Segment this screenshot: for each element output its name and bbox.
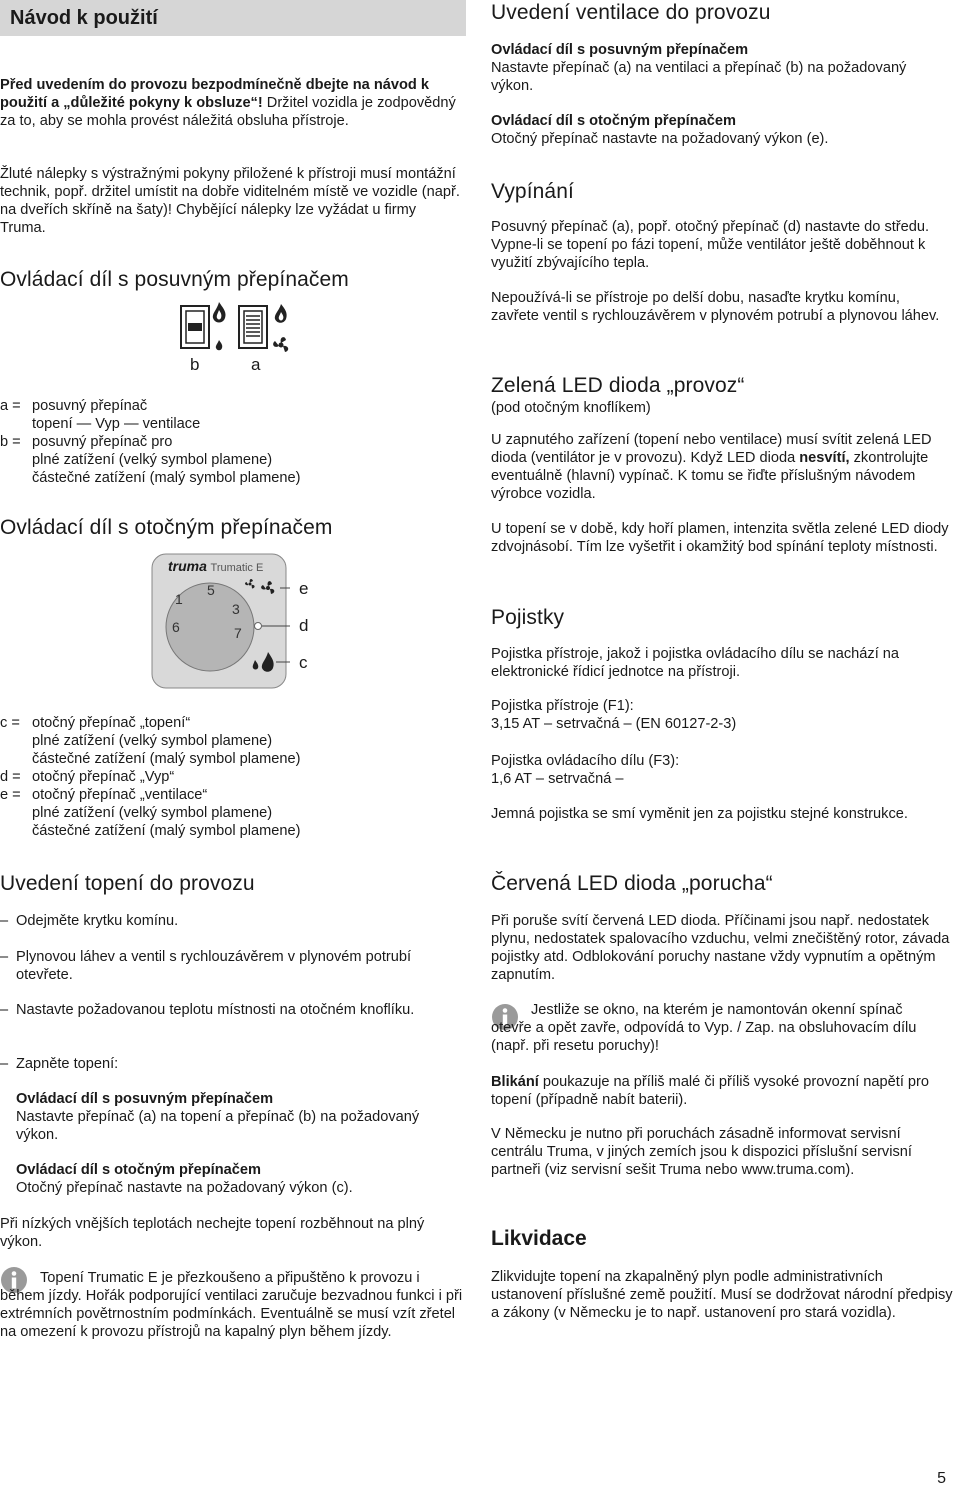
service-paragraph: V Německu je nutno při poruchách zásadně informovat servisní centrálu Truma, v jiných zemích jsou k dispozici příslušní servisní partneři (viz servisní sešit Truma nebo www.truma.com). — [491, 1126, 912, 1178]
green-led-text-2: zkontrolujte eventuálně (hlavní) vypínač. K tomu se řiďte příslušným návodem výrobce vozidla. — [491, 450, 929, 502]
dash-bullet: – — [0, 1002, 9, 1018]
list-item — [0, 912, 450, 930]
model-name: Trumatic E — [210, 562, 264, 574]
list-item — [0, 1001, 450, 1019]
slider-a-figure — [239, 304, 288, 352]
disposal-paragraph: Zlikvidujte topení na zkapalněný plyn podle administrativních ustanovení příslušné země použití. Musí se dodržovat národní předpisy a zákony (v Německu je to např. ustanovení pro stará vozidla). — [491, 1269, 953, 1321]
green-led-flame-paragraph: U topení se v době, kdy hoří plamen, intenzita světla zelené LED diody zdvojnásobí. Tím lze vyšetřit i okamžitý bod spínání teploty místnosti. — [491, 521, 949, 555]
fuse-f1-label: Pojistka přístroje (F1): — [491, 698, 634, 714]
fuse-f3-label: Pojistka ovládacího dílu (F3): — [491, 753, 680, 769]
definition-line: částečné zatížení (malý symbol plamene) — [32, 823, 301, 839]
label-a: a — [251, 355, 261, 374]
definition-a — [0, 397, 440, 433]
vent-start-heading: Uvedení ventilace do provozu — [491, 1, 771, 24]
brand-logo: truma — [168, 558, 207, 574]
green-led-paragraph — [491, 431, 953, 503]
intro-paragraph — [0, 76, 468, 130]
fuses-paragraph: Pojistka přístroje, jakož i pojistka ovládacího dílu se nachází na elektronické řídicí jednotce na přístroji. — [491, 646, 900, 680]
definition-line: částečné zatížení (malý symbol plamene) — [32, 470, 301, 486]
rotary-subheading: Ovládací díl s otočným přepínačem — [491, 113, 736, 129]
rotary-instruction: Otočný přepínač nastavte na požadovaný výkon (c). — [16, 1180, 353, 1196]
fuse-f3 — [491, 752, 951, 788]
rotary-brand-plate — [168, 559, 268, 575]
definition-line: plné zatížení (velký symbol plamene) — [32, 805, 273, 821]
heating-slider-instructions — [16, 1090, 456, 1144]
slider-instruction: Nastavte přepínač (a) na ventilaci a přepínač (b) na požadovaný výkon. — [491, 60, 907, 94]
dash-bullet: – — [0, 949, 9, 965]
vent-slider-instructions — [491, 41, 946, 95]
blinking-bold: Blikání — [491, 1074, 539, 1090]
intro-rest: Držitel vozidla je zodpovědný za to, aby se mohla provést náležitá obsluha přístroje. — [0, 95, 456, 129]
definition-line: plné zatížení (velký symbol plamene) — [32, 452, 273, 468]
list-item — [0, 948, 450, 984]
definition-key: c = — [0, 715, 20, 731]
slider-b-figure — [181, 302, 226, 350]
vent-rotary-instructions — [491, 112, 946, 148]
dial-number: 3 — [232, 601, 240, 617]
green-led-text: U zapnutého zařízení (topení nebo ventilace) musí svítit zelená LED dioda (ventilátor je v provozu). Když LED dioda — [491, 432, 932, 466]
blinking-paragraph — [491, 1073, 953, 1109]
dash-bullet: – — [0, 1056, 9, 1072]
label-b: b — [190, 355, 200, 374]
dial-number: 7 — [234, 625, 242, 641]
label-e: e — [299, 579, 309, 598]
fuse-replacement-paragraph: Jemná pojistka se smí vyměnit jen za pojistku stejné konstrukce. — [491, 806, 908, 822]
slider-definitions — [0, 397, 440, 487]
label-c: c — [299, 653, 308, 672]
rotary-instruction: Otočný přepínač nastavte na požadovaný výkon (e). — [491, 131, 829, 147]
definition-line: otočný přepínač „topení“ — [32, 715, 191, 731]
definition-line: otočný přepínač „ventilace“ — [32, 787, 208, 803]
dash-bullet: – — [0, 913, 9, 929]
list-item-text: Odejměte krytku komínu. — [16, 913, 179, 929]
rotary-section-heading: Ovládací díl s otočným přepínačem — [0, 516, 333, 539]
stickers-paragraph: Žluté nálepky s výstražnými pokyny přiložené k přístroji musí montážní technik, popř. držitel umístit na dobře viditelném místě ve vozidle (např. na dveřích skříně na šaty)! Chybějící nálepky lze vyžádat u firmy Truma. — [0, 166, 460, 236]
switch-off-paragraph: Posuvný přepínač (a), popř. otočný přepínač (d) nastavte do středu. Vypne-li se topení po fázi topení, může ventilátor ještě doběhnout k využití zbývajícího tepla. — [491, 219, 930, 271]
green-led-subheading: (pod otočným knoflíkem) — [491, 400, 651, 416]
definition-key: b = — [0, 434, 21, 450]
long-term-storage-paragraph: Nepoužívá-li se přístroje po delší dobu, nasaďte krytku komínu, zavřete ventil s rychlouzávěrem v plynovém potrubí a plynovou láhev. — [491, 290, 940, 324]
definition-line: plné zatížení (velký symbol plamene) — [32, 733, 273, 749]
intro-bold: Před uvedením do provozu bezpodmínečně dbejte na návod k použití a „důležité pokyny k obsluze“! — [0, 77, 429, 111]
definition-c — [0, 714, 440, 768]
green-led-bold: nesvítí, — [799, 450, 850, 466]
definition-line: posuvný přepínač pro — [32, 434, 173, 450]
switch-off-heading: Vypínání — [491, 180, 574, 203]
heating-start-heading: Uvedení topení do provozu — [0, 872, 255, 895]
red-led-paragraph: Při poruše svítí červená LED dioda. Příčinami jsou např. nedostatek plynu, nedostatek spalovacího vzduchu, velmi znečištěný rotor, závada pojistky atd. Odblokování poruchy nastane vždy vypnutím a opětným zapnutím. — [491, 913, 950, 983]
page-title: Návod k použití — [10, 7, 158, 29]
green-led-heading: Zelená LED dioda „provoz“ — [491, 374, 745, 397]
definition-line: částečné zatížení (malý symbol plamene) — [32, 751, 301, 767]
slider-instruction: Nastavte přepínač (a) na topení a přepínač (b) na požadovaný výkon. — [16, 1109, 420, 1143]
definition-key: a = — [0, 398, 21, 414]
dial-number: 5 — [207, 582, 215, 598]
dial-number: 1 — [175, 591, 183, 607]
low-temperature-note: Při nízkých vnějších teplotách nechejte topení rozběhnout na plný výkon. — [0, 1216, 425, 1250]
definition-d — [0, 768, 440, 786]
list-item — [0, 1055, 450, 1073]
red-led-heading: Červená LED dioda „porucha“ — [491, 872, 773, 895]
definition-e — [0, 786, 440, 840]
label-d: d — [299, 616, 309, 635]
heating-rotary-instructions — [16, 1161, 456, 1197]
fuse-f1-value: 3,15 AT – setrvačná – (EN 60127-2-3) — [491, 716, 737, 732]
list-item-text: Nastavte požadovanou teplotu místnosti na otočném knoflíku. — [16, 1002, 415, 1018]
blinking-text: poukazuje na příliš malé či příliš vysoké provozní napětí pro topení (případně nabít baterii). — [491, 1074, 930, 1108]
page-title-bar — [0, 0, 466, 36]
slider-section-heading: Ovládací díl s posuvným přepínačem — [0, 268, 349, 291]
fuse-f1 — [491, 697, 951, 733]
travel-operation-note: Topení Trumatic E je přezkoušeno a připuštěno k provozu i během jízdy. Hořák podporující ventilaci zaručuje bezvadnou funkci i při extrémních povětrnostním podmínkách. Eventuálně se musí vzít zřetel na omezení k provozu přístrojů na kapalný plyn během jízdy. — [0, 1270, 463, 1340]
list-item-text: Zapněte topení: — [16, 1056, 119, 1072]
page-number: 5 — [937, 1470, 946, 1487]
fuse-f3-value: 1,6 AT – setrvačná – — [491, 771, 624, 787]
definition-key: e = — [0, 787, 21, 803]
definition-line: otočný přepínač „Vyp“ — [32, 769, 175, 785]
rotary-definitions — [0, 714, 440, 840]
definition-line: topení — Vyp — ventilace — [32, 416, 201, 432]
slider-subheading: Ovládací díl s posuvným přepínačem — [491, 42, 749, 58]
fuses-heading: Pojistky — [491, 606, 565, 629]
definition-key: d = — [0, 769, 21, 785]
fan-icon — [273, 337, 288, 352]
slider-control-illustration — [175, 300, 295, 360]
window-switch-note: Jestliže se okno, na kterém je namontován okenní spínač otevře a opět zavře, odpovídá to Vyp. / Zap. na obsluhovacím dílu (např. při resetu poruchy)! — [491, 1002, 917, 1054]
list-item-text: Plynovou láhev a ventil s rychlouzávěrem v plynovém potrubí otevřete. — [16, 949, 412, 983]
disposal-heading: Likvidace — [491, 1227, 587, 1250]
slider-subheading: Ovládací díl s posuvným přepínačem — [16, 1091, 274, 1107]
definition-b — [0, 433, 440, 487]
definition-line: posuvný přepínač — [32, 398, 148, 414]
dial-number: 6 — [172, 619, 180, 635]
small-flame-icon — [216, 340, 222, 350]
led-indicator — [255, 623, 262, 630]
rotary-subheading: Ovládací díl s otočným přepínačem — [16, 1162, 261, 1178]
